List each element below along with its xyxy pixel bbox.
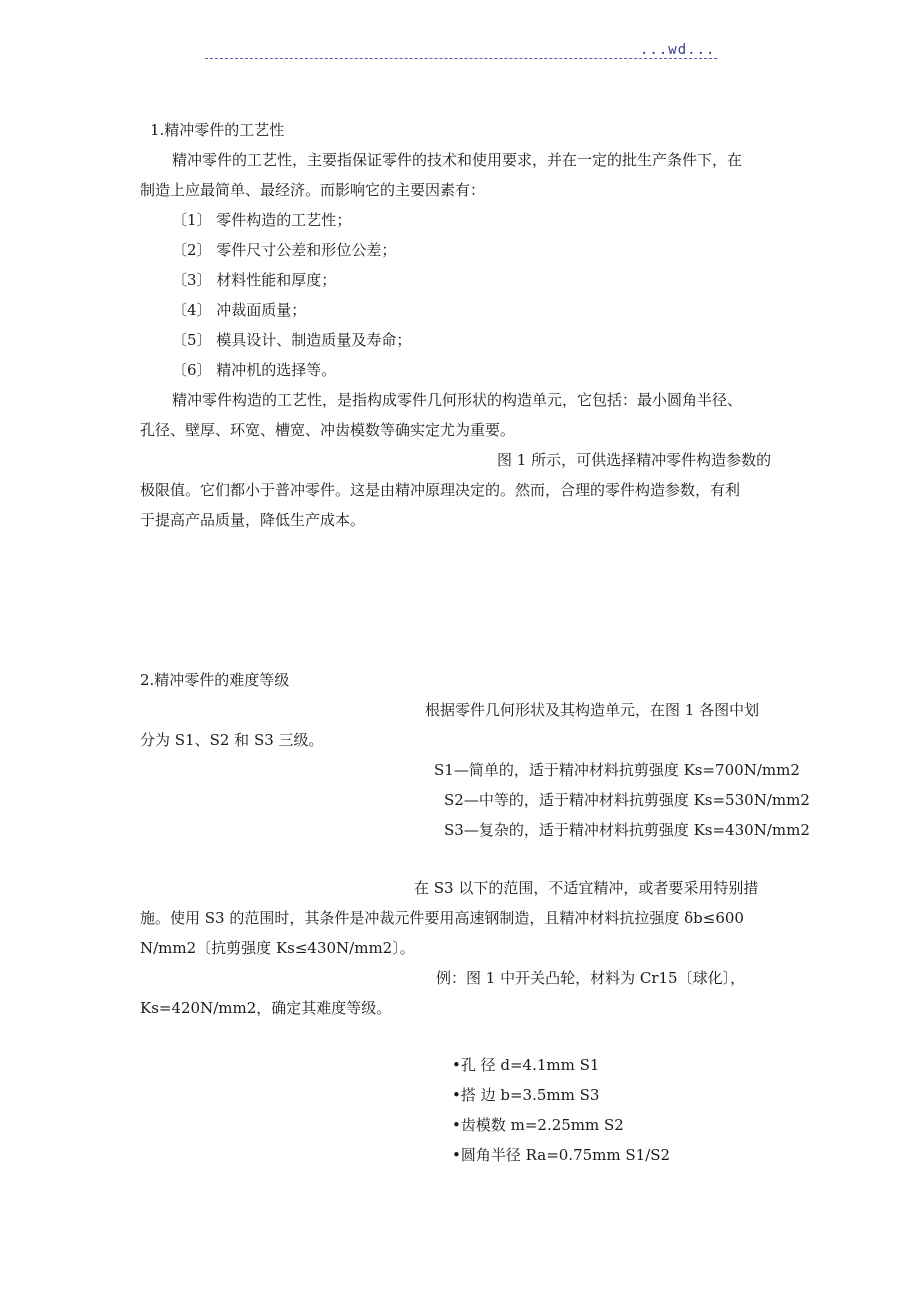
section1-para3-line2: 极限值。它们都小于普冲零件。这是由精冲原理决定的。然而，合理的零件构造参数，有利 [140,481,741,499]
factor-item: 〔4〕 冲裁面质量； [172,301,307,319]
section1-para3-line1: 图 1 所示，可供选择精冲零件构造参数的 [497,451,772,469]
section2-example-line1: 例：图 1 中开关凸轮，材料为 Cr15〔球化〕， [436,969,746,987]
factor-item: 〔2〕 零件尺寸公差和形位公差； [172,241,397,259]
bullet-item: •搭 边 b=3.5mm S3 [452,1086,600,1104]
level-item: S2—中等的，适于精冲材料抗剪强度 Ks=530N/mm2 [444,791,810,809]
bullet-item: •齿模数 m=2.25mm S2 [452,1116,624,1134]
section2-note-line1: 在 S3 以下的范围，不适宜精冲，或者要采用特别措 [414,879,759,897]
bullet-item: •圆角半径 Ra=0.75mm S1/S2 [452,1146,671,1164]
header-text: ...wd... [640,42,716,58]
section2-heading: 2.精冲零件的难度等级 [140,671,290,689]
section1-para1-line1: 精冲零件的工艺性，主要指保证零件的技术和使用要求，并在一定的批生产条件下，在 [172,151,743,169]
section1-para2-line2: 孔径、壁厚、环宽、槽宽、冲齿模数等确实定尤为重要。 [140,421,516,439]
level-item: S1—简单的，适于精冲材料抗剪强度 Ks=700N/mm2 [434,761,800,779]
bullet-item: •孔 径 d=4.1mm S1 [452,1056,600,1074]
factor-item: 〔6〕 精冲机的选择等。 [172,361,337,379]
level-item: S3—复杂的，适于精冲材料抗剪强度 Ks=430N/mm2 [444,821,810,839]
factor-item: 〔1〕 零件构造的工艺性； [172,211,352,229]
section1-para2-line1: 精冲零件构造的工艺性，是指构成零件几何形状的构造单元，它包括：最小圆角半径、 [172,391,743,409]
section1-heading: 1.精冲零件的工艺性 [150,121,285,139]
section2-note-line3: N/mm2〔抗剪强度 Ks≤430N/mm2〕。 [140,939,415,957]
header-dashed-rule [205,58,717,59]
section1-para1-line2: 制造上应最简单、最经济。而影响它的主要因素有： [140,181,486,199]
section2-example-line2: Ks=420N/mm2，确定其难度等级。 [140,999,392,1017]
section2-note-line2: 施。使用 S3 的范围时，其条件是冲裁元件要用高速钢制造，且精冲材料抗拉强度 δb≤600 [140,909,744,927]
factor-item: 〔3〕 材料性能和厚度； [172,271,337,289]
section2-intro-line2: 分为 S1、S2 和 S3 三级。 [140,731,324,749]
section2-intro-line1: 根据零件几何形状及其构造单元，在图 1 各图中划 [425,701,760,719]
factor-item: 〔5〕 模具设计、制造质量及寿命； [172,331,412,349]
section1-para3-line3: 于提高产品质量，降低生产成本。 [140,511,366,529]
